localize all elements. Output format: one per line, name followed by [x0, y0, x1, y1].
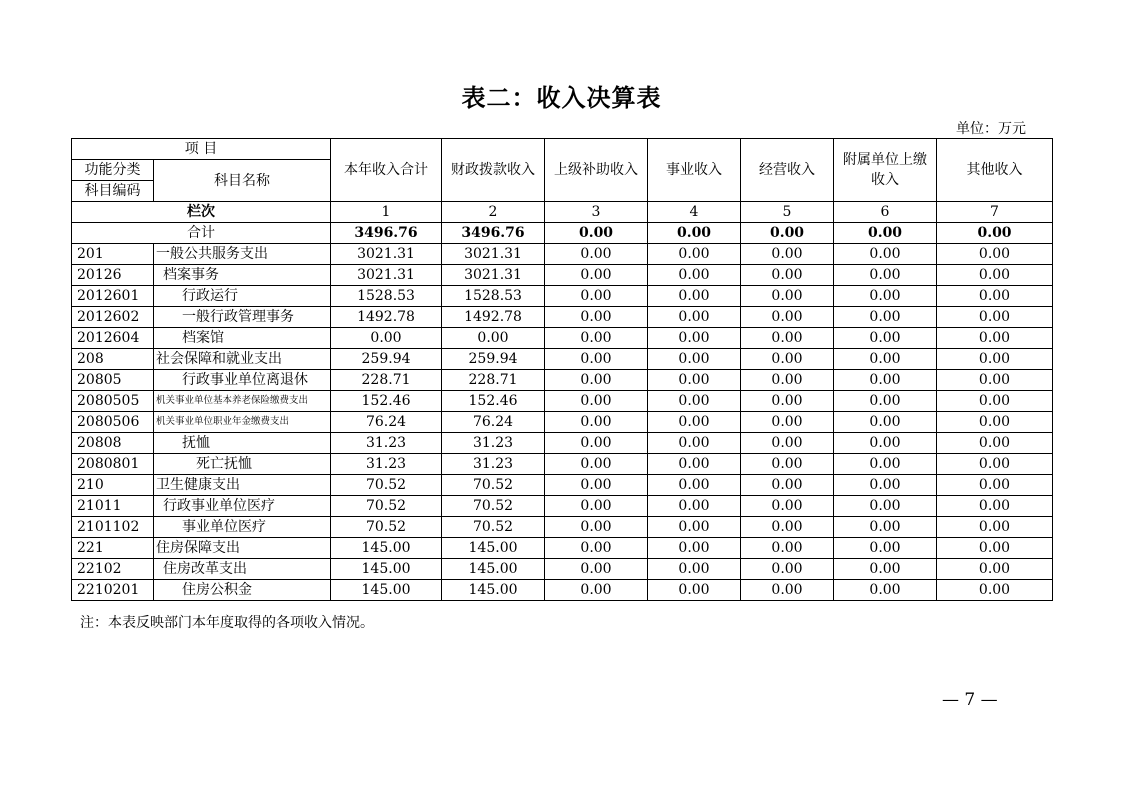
row-value: 0.00	[741, 349, 834, 370]
row-value: 3021.31	[442, 244, 545, 265]
table-row	[72, 412, 1053, 433]
table-row	[72, 244, 1053, 265]
col-header-6-line2: 收入	[871, 172, 900, 188]
row-value: 0.00	[648, 475, 741, 496]
row-value: 0.00	[937, 244, 1053, 265]
column-index-number: 3	[545, 202, 648, 223]
row-value: 0.00	[648, 349, 741, 370]
row-value: 1528.53	[331, 286, 442, 307]
row-value: 0.00	[648, 265, 741, 286]
row-value: 0.00	[741, 370, 834, 391]
row-code: 21011	[72, 496, 154, 517]
table-row	[72, 454, 1053, 475]
row-value: 70.52	[442, 475, 545, 496]
table-row	[72, 265, 1053, 286]
row-value: 31.23	[331, 454, 442, 475]
income-table	[71, 138, 1053, 601]
row-value: 0.00	[741, 580, 834, 601]
row-value: 145.00	[331, 559, 442, 580]
row-value: 1492.78	[442, 307, 545, 328]
header-row-project	[72, 139, 1053, 160]
row-value: 228.71	[331, 370, 442, 391]
row-value: 0.00	[648, 517, 741, 538]
col-header-6	[834, 139, 937, 202]
row-value: 0.00	[741, 475, 834, 496]
table-title: 表二：收入决算表	[461, 83, 662, 112]
row-name: 住房保障支出	[154, 538, 331, 559]
row-value: 0.00	[834, 349, 937, 370]
col-header-2: 财政拨款收入	[442, 139, 545, 202]
row-name: 机关事业单位职业年金缴费支出	[154, 412, 331, 433]
func-code-header-line1: 功能分类	[72, 160, 154, 181]
page-number: — 7 —	[942, 690, 998, 710]
row-value: 0.00	[545, 412, 648, 433]
row-value: 0.00	[648, 307, 741, 328]
row-value: 0.00	[937, 328, 1053, 349]
row-code: 210	[72, 475, 154, 496]
column-index-number: 7	[937, 202, 1053, 223]
row-value: 0.00	[648, 559, 741, 580]
row-value: 152.46	[442, 391, 545, 412]
table-row	[72, 286, 1053, 307]
row-value: 0.00	[648, 370, 741, 391]
row-value: 0.00	[834, 559, 937, 580]
row-code: 20808	[72, 433, 154, 454]
row-code: 2101102	[72, 517, 154, 538]
row-value: 0.00	[648, 328, 741, 349]
row-value: 0.00	[937, 538, 1053, 559]
row-name: 住房改革支出	[154, 559, 331, 580]
row-value: 0.00	[741, 328, 834, 349]
total-value: 0.00	[741, 223, 834, 244]
table-row	[72, 433, 1053, 454]
total-label: 合计	[72, 223, 331, 244]
row-value: 0.00	[937, 496, 1053, 517]
column-index-row	[72, 202, 1053, 223]
row-value: 0.00	[834, 391, 937, 412]
row-value: 0.00	[741, 496, 834, 517]
project-header: 项 目	[72, 139, 331, 160]
row-code: 2012602	[72, 307, 154, 328]
row-value: 0.00	[545, 517, 648, 538]
row-value: 0.00	[937, 370, 1053, 391]
col-header-5: 经营收入	[741, 139, 834, 202]
row-value: 0.00	[545, 496, 648, 517]
row-value: 145.00	[442, 580, 545, 601]
row-value: 228.71	[442, 370, 545, 391]
row-value: 0.00	[834, 328, 937, 349]
row-value: 0.00	[834, 307, 937, 328]
row-value: 0.00	[648, 538, 741, 559]
row-value: 0.00	[545, 454, 648, 475]
table-row	[72, 349, 1053, 370]
row-value: 0.00	[648, 433, 741, 454]
row-value: 0.00	[545, 244, 648, 265]
row-value: 31.23	[442, 433, 545, 454]
row-value: 0.00	[741, 412, 834, 433]
row-code: 221	[72, 538, 154, 559]
total-value: 0.00	[834, 223, 937, 244]
row-value: 0.00	[545, 328, 648, 349]
row-value: 0.00	[741, 244, 834, 265]
row-value: 0.00	[545, 370, 648, 391]
row-value: 0.00	[834, 580, 937, 601]
row-value: 0.00	[937, 265, 1053, 286]
row-value: 3021.31	[442, 265, 545, 286]
row-value: 70.52	[331, 475, 442, 496]
row-value: 0.00	[937, 580, 1053, 601]
row-value: 0.00	[741, 391, 834, 412]
row-value: 0.00	[741, 307, 834, 328]
table-row	[72, 328, 1053, 349]
table-row	[72, 496, 1053, 517]
row-value: 145.00	[442, 538, 545, 559]
row-value: 0.00	[834, 244, 937, 265]
row-value: 0.00	[648, 454, 741, 475]
total-value: 0.00	[937, 223, 1053, 244]
row-value: 0.00	[834, 454, 937, 475]
row-value: 0.00	[834, 496, 937, 517]
row-value: 31.23	[442, 454, 545, 475]
row-value: 1528.53	[442, 286, 545, 307]
row-name: 一般行政管理事务	[154, 307, 331, 328]
row-value: 0.00	[937, 391, 1053, 412]
func-code-header-line2: 科目编码	[72, 181, 154, 202]
row-value: 0.00	[331, 328, 442, 349]
table-row	[72, 517, 1053, 538]
row-value: 0.00	[741, 286, 834, 307]
table-row	[72, 370, 1053, 391]
row-value: 0.00	[937, 475, 1053, 496]
column-index-number: 5	[741, 202, 834, 223]
table-row	[72, 559, 1053, 580]
row-code: 20805	[72, 370, 154, 391]
row-value: 0.00	[741, 265, 834, 286]
col-header-1: 本年收入合计	[331, 139, 442, 202]
column-index-number: 4	[648, 202, 741, 223]
row-name: 住房公积金	[154, 580, 331, 601]
row-value: 3021.31	[331, 244, 442, 265]
table-row	[72, 475, 1053, 496]
table-row	[72, 580, 1053, 601]
total-value: 0.00	[648, 223, 741, 244]
total-value: 0.00	[545, 223, 648, 244]
row-value: 0.00	[545, 307, 648, 328]
row-code: 2012601	[72, 286, 154, 307]
row-code: 22102	[72, 559, 154, 580]
row-value: 0.00	[648, 496, 741, 517]
row-name: 行政事业单位离退休	[154, 370, 331, 391]
row-value: 0.00	[937, 454, 1053, 475]
row-value: 0.00	[834, 412, 937, 433]
row-value: 70.52	[331, 517, 442, 538]
row-code: 20126	[72, 265, 154, 286]
row-value: 70.52	[331, 496, 442, 517]
row-value: 0.00	[545, 391, 648, 412]
row-value: 0.00	[648, 244, 741, 265]
unit-label: 单位：万元	[956, 121, 1026, 137]
total-value: 3496.76	[331, 223, 442, 244]
subject-name-header: 科目名称	[154, 160, 331, 202]
row-code: 2080506	[72, 412, 154, 433]
row-value: 31.23	[331, 433, 442, 454]
row-name: 社会保障和就业支出	[154, 349, 331, 370]
column-index-number: 2	[442, 202, 545, 223]
row-value: 3021.31	[331, 265, 442, 286]
total-row	[72, 223, 1053, 244]
row-value: 0.00	[648, 286, 741, 307]
row-value: 0.00	[545, 286, 648, 307]
data-rows	[72, 244, 1053, 601]
row-value: 0.00	[937, 517, 1053, 538]
row-value: 0.00	[545, 580, 648, 601]
col-header-7: 其他收入	[937, 139, 1053, 202]
row-code: 2080801	[72, 454, 154, 475]
row-value: 152.46	[331, 391, 442, 412]
row-code: 2080505	[72, 391, 154, 412]
table-row	[72, 538, 1053, 559]
row-name: 档案馆	[154, 328, 331, 349]
row-value: 145.00	[442, 559, 545, 580]
table-row	[72, 391, 1053, 412]
row-value: 0.00	[545, 559, 648, 580]
row-value: 0.00	[937, 286, 1053, 307]
row-value: 76.24	[331, 412, 442, 433]
row-value: 0.00	[545, 265, 648, 286]
row-value: 0.00	[545, 433, 648, 454]
row-value: 0.00	[545, 538, 648, 559]
row-value: 0.00	[834, 370, 937, 391]
row-value: 0.00	[937, 349, 1053, 370]
row-value: 0.00	[741, 538, 834, 559]
row-value: 76.24	[442, 412, 545, 433]
row-value: 1492.78	[331, 307, 442, 328]
row-value: 0.00	[741, 433, 834, 454]
row-value: 259.94	[331, 349, 442, 370]
row-value: 0.00	[545, 349, 648, 370]
row-value: 0.00	[834, 433, 937, 454]
row-value: 0.00	[937, 559, 1053, 580]
col-header-3: 上级补助收入	[545, 139, 648, 202]
row-value: 0.00	[545, 475, 648, 496]
row-name: 档案事务	[154, 265, 331, 286]
row-value: 0.00	[834, 517, 937, 538]
row-code: 201	[72, 244, 154, 265]
row-name: 机关事业单位基本养老保险缴费支出	[154, 391, 331, 412]
row-value: 0.00	[937, 433, 1053, 454]
row-value: 0.00	[834, 538, 937, 559]
row-value: 0.00	[834, 286, 937, 307]
row-value: 0.00	[834, 475, 937, 496]
row-name: 行政运行	[154, 286, 331, 307]
row-value: 0.00	[741, 517, 834, 538]
col-header-6-line1: 附属单位上缴	[843, 152, 928, 168]
row-name: 事业单位医疗	[154, 517, 331, 538]
row-value: 0.00	[937, 307, 1053, 328]
row-code: 208	[72, 349, 154, 370]
row-value: 145.00	[331, 538, 442, 559]
col-header-4: 事业收入	[648, 139, 741, 202]
row-value: 70.52	[442, 496, 545, 517]
row-name: 卫生健康支出	[154, 475, 331, 496]
total-value: 3496.76	[442, 223, 545, 244]
row-value: 0.00	[741, 454, 834, 475]
row-value: 70.52	[442, 517, 545, 538]
row-name: 抚恤	[154, 433, 331, 454]
row-value: 0.00	[442, 328, 545, 349]
row-value: 259.94	[442, 349, 545, 370]
column-index-label: 栏次	[72, 202, 331, 223]
column-index-number: 6	[834, 202, 937, 223]
column-index-number: 1	[331, 202, 442, 223]
row-name: 一般公共服务支出	[154, 244, 331, 265]
row-value: 0.00	[648, 580, 741, 601]
row-value: 0.00	[741, 559, 834, 580]
row-value: 0.00	[937, 412, 1053, 433]
row-value: 145.00	[331, 580, 442, 601]
table-row	[72, 307, 1053, 328]
row-name: 死亡抚恤	[154, 454, 331, 475]
table-note: 注：本表反映部门本年度取得的各项收入情况。	[80, 615, 374, 631]
row-value: 0.00	[648, 391, 741, 412]
row-code: 2210201	[72, 580, 154, 601]
row-value: 0.00	[648, 412, 741, 433]
row-code: 2012604	[72, 328, 154, 349]
row-name: 行政事业单位医疗	[154, 496, 331, 517]
row-value: 0.00	[834, 265, 937, 286]
